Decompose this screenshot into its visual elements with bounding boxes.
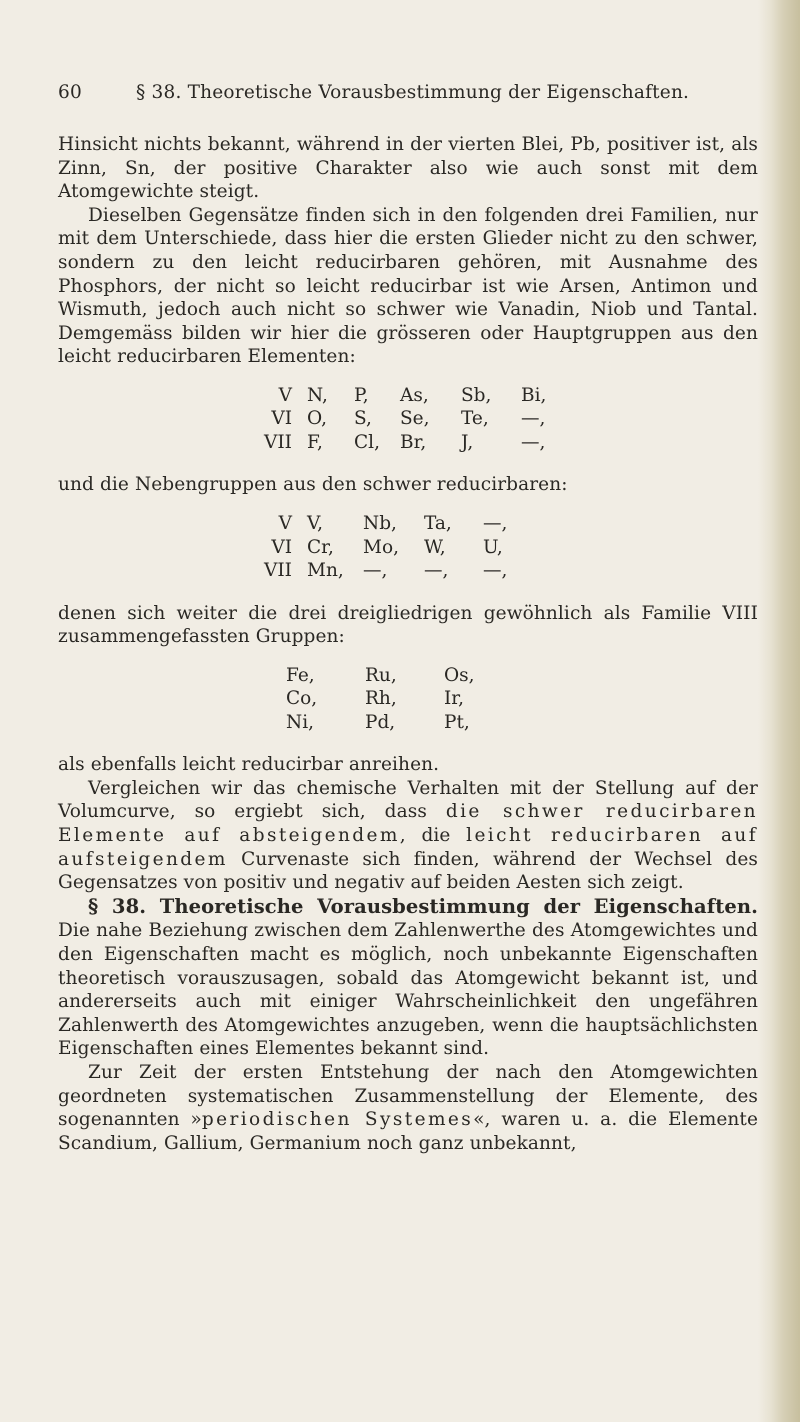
page-number: 60	[58, 82, 82, 103]
paragraph-8-text: «, waren u. a. die Elemente Scandium, Gallium, Germanium noch ganz unbekannt,	[58, 1109, 758, 1154]
table-row: Co, Rh, Ir,	[286, 688, 464, 710]
paragraph-7	[58, 895, 758, 1061]
paragraph-3: und die Nebengruppen aus den schwer reducirbaren:	[58, 474, 568, 496]
emphasis-leicht-reducirbar: leicht reducirbaren auf aufsteigendem	[58, 825, 758, 870]
table-row: VII Mn, —, —, —,	[264, 560, 508, 582]
table-main-groups	[245, 385, 546, 456]
emphasis-periodischen-systemes: periodischen Systemes	[201, 1109, 474, 1131]
table-row: V N, P, As, Sb, Bi,	[278, 384, 547, 406]
section-heading: § 38. Theoretische Vorausbestimmung der Eigenschaften.	[88, 894, 758, 918]
paragraph-6-text: , die	[399, 825, 467, 846]
paragraph-2: Dieselben Gegensätze finden sich in den folgenden drei Familien, nur mit dem Unterschiede, dass hier die ersten Glieder nicht zu den schwer, sondern zu den leicht reducirbaren gehören, mit Ausnahme des Phosphors, der nicht so leicht reducirbar ist wie Arsen, Antimon und Wismuth, jedoch auch nicht so schwer wie Vanadin, Niob und Tantal. Demgemäss bilden wir hier die grösseren oder Hauptgruppen aus den leicht reducirbaren Elementen:	[58, 204, 758, 368]
paragraph-4: denen sich weiter die drei dreigliedrigen gewöhnlich als Familie VIII zusammengefassten Gruppen:	[58, 602, 758, 648]
table-row: VI O, S, Se, Te, —,	[271, 408, 546, 430]
paragraph-1: Hinsicht nichts bekannt, während in der vierten Blei, Pb, positiver ist, als Zinn, Sn, der positive Charakter also wie auch sonst mit dem Atomgewichte steigt.	[58, 134, 758, 203]
table-row: Ni, Pd, Pt,	[286, 711, 470, 733]
paragraph-8	[58, 1061, 758, 1155]
emphasis-schwer-reducirbar: die schwer reducirbaren Elemente auf absteigendem	[58, 801, 758, 846]
paragraph-6	[58, 777, 758, 895]
table-sub-groups	[245, 513, 507, 584]
running-title: § 38. Theoretische Vorausbestimmung der Eigenschaften.	[136, 82, 690, 103]
running-header	[58, 82, 758, 103]
table-row: VI Cr, Mo, W, U,	[271, 536, 503, 558]
book-page	[58, 82, 758, 1155]
table-row: V V, Nb, Ta, —,	[278, 513, 508, 535]
table-row: VII F, Cl, Br, J, —,	[264, 431, 546, 453]
table-row: Fe, Ru, Os,	[286, 664, 475, 686]
paragraph-6-text: Vergleichen wir das chemische Verhalten mit der Stellung auf der Volumcurve, so ergiebt sich, dass	[58, 777, 758, 823]
paragraph-6-text: Curvenaste sich finden, während der Wechsel des Gegensatzes von positiv und negativ auf beiden Aesten sich zeigt.	[58, 848, 758, 894]
paragraph-8-text: Zur Zeit der ersten Entstehung der nach den Atomgewichten geordneten systematischen Zusammenstellung der Elemente, des sogenannten »	[58, 1061, 758, 1131]
page-edge-shadow	[758, 0, 800, 1422]
paragraph-5: als ebenfalls leicht reducirbar anreihen.	[58, 754, 440, 776]
table-group-viii	[286, 665, 475, 736]
paragraph-7-text: Die nahe Beziehung zwischen dem Zahlenwerthe des Atomgewichtes und den Eigenschaften macht es möglich, noch unbekannte Eigenschaften theoretisch vorauszusagen, sobald das Atomgewicht bekannt ist, und andererseits auch mit einiger Wahrscheinlichkeit den ungefähren Zahlenwerth des Atomgewichtes anzugeben, wenn die hauptsächlichsten Eigenschaften eines Elementes bekannt sind.	[58, 920, 758, 1060]
